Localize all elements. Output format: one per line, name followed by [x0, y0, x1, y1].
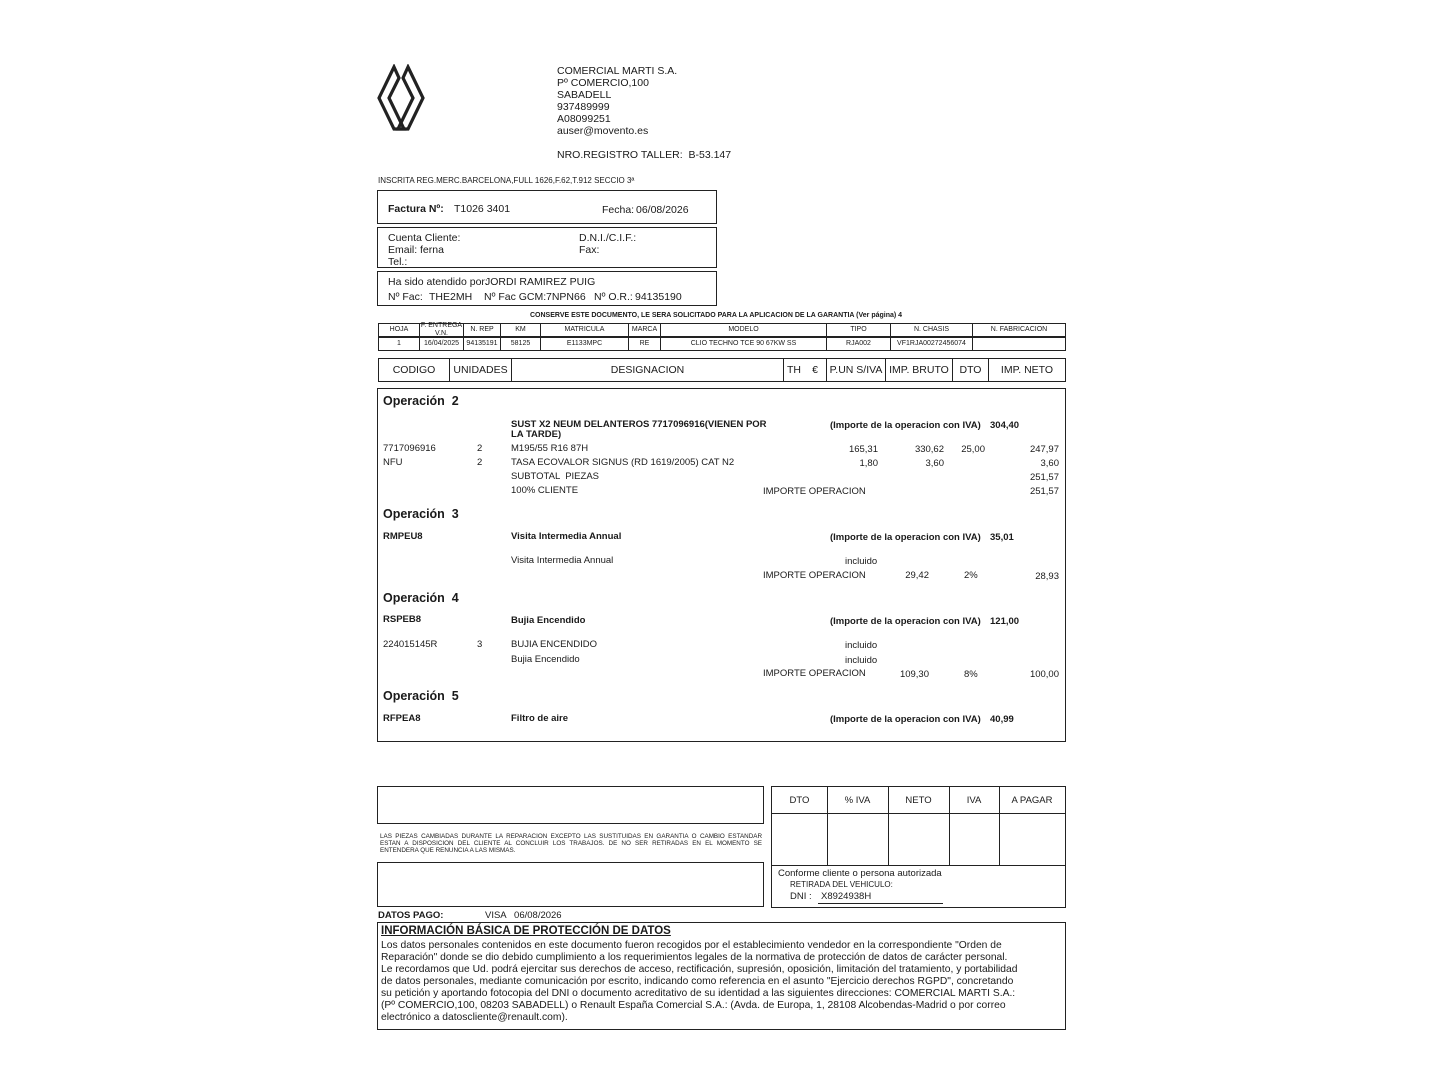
op4-title: Operación 4: [383, 591, 459, 605]
totals-iva: IVA: [966, 795, 982, 806]
op4-importe-op-label: IMPORTE OPERACION: [763, 668, 866, 679]
vv-matricula: E1133MPC: [541, 338, 629, 350]
vh-tipo: TIPO: [827, 324, 891, 336]
vh-nrep: N. REP: [464, 324, 501, 336]
vv-hoja: 1: [379, 338, 420, 350]
col-dto: DTO: [953, 359, 989, 381]
op3-importe-value: 35,01: [990, 532, 1014, 543]
vv-fabricacion: [973, 338, 1065, 350]
privacy-line-4: de datos personales, mediante comunicación por escrito, indicando como referencia en el asunto "Ejercicio derechos RGPD", concretando: [381, 976, 1014, 987]
op4-neto: 100,00: [1029, 669, 1059, 680]
vv-nrep: 94135191: [464, 338, 501, 350]
vv-marca: RE: [629, 338, 661, 350]
or-label: Nº O.R.:: [594, 291, 633, 303]
vh-marca: MARCA: [629, 324, 661, 336]
fax-label: Fax:: [579, 244, 600, 256]
gcm-value: 7NPN66: [546, 291, 586, 303]
privacy-line-7: electrónico a datoscliente@renault.com).: [381, 1012, 568, 1023]
totals-dto: DTO: [789, 795, 810, 806]
col-designacion: DESIGNACION: [512, 359, 784, 381]
vh-fabricacion: N. FABRICACION: [990, 326, 1048, 333]
registro-value: B-53.147: [688, 149, 732, 161]
op4-line-incl1: incluido: [845, 640, 878, 651]
factura-box: [377, 190, 717, 224]
retirada-label: RETIRADA DEL VEHICULO:: [790, 880, 893, 889]
privacy-text: [381, 940, 1065, 1024]
op4-line-desc2: Bujia Encendido: [511, 654, 580, 665]
vv-km: 58125: [501, 338, 541, 350]
privacy-line-5: su petición y aportando fotocopia del DNI o documento acreditativo de su identidad a las siguientes direcciones: COMERCIAL MARTI S.A.:: [381, 988, 1016, 999]
registro-label: NRO.REGISTRO TALLER:: [557, 149, 683, 161]
op3-importe-op-label: IMPORTE OPERACION: [763, 570, 866, 581]
op2-desc-2: LA TARDE): [511, 429, 562, 440]
op2-line1-code: 7717096916: [383, 443, 436, 454]
col-th: TH: [787, 364, 801, 376]
vh-modelo: MODELO: [661, 324, 827, 336]
totals-neto: NETO: [905, 795, 932, 806]
vh-hoja: HOJA: [379, 324, 420, 336]
datos-pago-label: DATOS PAGO:: [378, 910, 444, 921]
op3-line-desc: Visita Intermedia Annual: [511, 555, 614, 566]
op4-line-code: 224015145R: [383, 639, 438, 650]
nfac-value: THE2MH: [429, 291, 473, 303]
datos-pago-value: VISA 06/08/2026: [485, 910, 562, 921]
totals-a-pagar: A PAGAR: [1011, 795, 1053, 806]
attended-box: [377, 271, 717, 306]
fecha-value: 06/08/2026: [636, 204, 689, 216]
op4-importe-label: (Importe de la operacion con IVA): [830, 616, 981, 627]
privacy-line-3: Le recordamos que Ud. podrá ejercitar sus derechos de acceso, rectificación, supresión, oposición, limitación del tratamiento, y portabilidad: [381, 964, 1018, 975]
totals-box: [771, 786, 1066, 908]
op2-line2-code: NFU: [383, 457, 403, 468]
op2-line2-neto: 3,60: [1040, 458, 1059, 469]
op4-code: RSPEB8: [383, 614, 422, 625]
footer-sign-box: [377, 862, 764, 907]
op3-bruto: 29,42: [905, 570, 929, 581]
op4-dto: 8%: [964, 669, 978, 680]
op2-line2-pun: 1,80: [859, 458, 878, 469]
vehicle-value-row: [378, 337, 1066, 351]
col-unidades: UNIDADES: [450, 359, 512, 381]
op3-title: Operación 3: [383, 507, 459, 521]
privacy-line-6: (Pº COMERCIO,100, 08203 SABADELL) o Renault España Comercial S.A.: (Avda. de Europa, 1, 28108 Alcobendas-Madrid o por correo: [381, 1000, 1006, 1011]
privacy-line-2: Reparación" donde se dio debido cumplimiento a los requerimientos legales de la normativa de protección de datos de carácter personal.: [381, 952, 1008, 963]
garantia-notice: CONSERVE ESTE DOCUMENTO, LE SERA SOLICITADO PARA LA APLICACION DE LA GARANTIA (Ver página) 4: [530, 312, 903, 319]
op2-cliente-label: 100% CLIENTE: [511, 485, 579, 496]
col-neto: IMP. NETO: [1000, 364, 1054, 376]
attended-label: Ha sido atendido por:: [388, 276, 488, 288]
op2-line1-bruto: 330,62: [914, 444, 944, 455]
email-label: Email:: [388, 244, 418, 256]
op2-line2-bruto: 3,60: [925, 458, 944, 469]
company-email: auser@movento.es: [557, 125, 649, 137]
vh-matricula: MATRICULA: [541, 324, 629, 336]
factura-label: Factura Nº:: [388, 203, 444, 215]
op2-line2-units: 2: [477, 457, 483, 468]
vh-km: KM: [501, 324, 541, 336]
op3-importe-label: (Importe de la operacion con IVA): [830, 532, 981, 543]
cuenta-label: Cuenta Cliente:: [388, 232, 461, 244]
tel-label: Tel.:: [388, 256, 408, 268]
op2-importe-value: 304,40: [990, 420, 1020, 431]
conforme-label: Conforme cliente o persona autorizada: [778, 868, 942, 879]
op2-desc-1: SUST X2 NEUM DELANTEROS 7717096916(VIENEN POR: [511, 419, 767, 430]
op4-desc: Bujia Encendido: [511, 615, 586, 626]
vv-tipo: RJA002: [827, 338, 891, 350]
vv-modelo: CLIO TECHNO TCE 90 67KW SS: [661, 338, 827, 350]
lines-body: [377, 388, 1066, 742]
col-bruto: IMP. BRUTO: [886, 359, 953, 381]
op5-desc: Filtro de aire: [511, 713, 569, 724]
col-codigo: CODIGO: [379, 359, 450, 381]
company-city: SABADELL: [557, 89, 612, 101]
privacy-line-1: Los datos personales contenidos en este documento fueron recogidos por el establecimiento vendedor en la correspondiente "Orden de: [381, 940, 1002, 951]
vv-entrega: 16/04/2025: [420, 338, 464, 350]
inscrita-registro: INSCRITA REG.MERC.BARCELONA,FULL 1626,F.62,T.912 SECCIO 3ª: [378, 176, 635, 185]
factura-value: T1026 3401: [454, 203, 511, 215]
email-value: ferna: [420, 244, 444, 256]
op2-line2-desc: TASA ECOVALOR SIGNUS (RD 1619/2005) CAT N2: [511, 457, 735, 468]
dni-label: DNI :: [790, 891, 812, 902]
dni-cif-label: D.N.I./C.I.F.:: [579, 232, 637, 244]
op2-importe-label: (Importe de la operacion con IVA): [830, 420, 981, 431]
op5-importe-value: 40,99: [990, 714, 1014, 725]
privacy-title: INFORMACIÓN BÁSICA DE PROTECCIÓN DE DATOS: [381, 925, 671, 937]
client-box: [377, 227, 717, 268]
col-pun: P.UN S/IVA: [827, 359, 886, 381]
fecha-label: Fecha:: [602, 204, 635, 216]
vv-chasis: VF1RJA00272456074: [891, 338, 973, 350]
op3-line-incl: incluido: [845, 556, 878, 567]
nfac-label: Nº Fac:: [388, 291, 423, 303]
footer-notes-box: [377, 786, 764, 824]
op4-line-desc1: BUJIA ENCENDIDO: [511, 639, 598, 650]
vh-entrega: F. ENTREGA V.N.: [420, 322, 463, 337]
op2-line1-neto: 247,97: [1029, 444, 1059, 455]
piezas-notice: LAS PIEZAS CAMBIADAS DURANTE LA REPARACION EXCEPTO LAS SUSTITUIDAS EN GARANTIA O CAMBIO ESTANDAR ESTAN A DISPOSICION DEL CLIENTE AL CONCLUIR LOS TRABAJOS. DE NO SER RETIRADAS EN EL MOMENTO SE ENTENDERA QUE RENUNCIA A LAS MISMAS.: [380, 833, 762, 854]
registro-taller: [557, 149, 731, 161]
op3-desc: Visita Intermedia Annual: [511, 531, 622, 542]
op3-neto: 28,93: [1035, 571, 1059, 582]
op5-code: RFPEA8: [383, 713, 421, 724]
renault-logo: [376, 64, 426, 132]
op2-line1-desc: M195/55 R16 87H: [511, 443, 589, 454]
op5-title: Operación 5: [383, 689, 459, 703]
vehicle-header-row: [378, 323, 1066, 337]
op2-line1-dto: 25,00: [961, 444, 985, 455]
company-name: COMERCIAL MARTI S.A.: [557, 65, 678, 77]
gcm-label: Nº Fac GCM:: [484, 291, 547, 303]
op4-line-units: 3: [477, 639, 483, 650]
op2-title: Operación 2: [383, 394, 459, 408]
company-phone: 937489999: [557, 101, 610, 113]
attended-value: JORDI RAMIREZ PUIG: [485, 276, 596, 288]
company-block: [557, 65, 677, 137]
op5-importe-label: (Importe de la operacion con IVA): [830, 714, 981, 725]
op2-importe-op-label: IMPORTE OPERACION: [763, 486, 866, 497]
op3-dto: 2%: [964, 570, 978, 581]
or-value: 94135190: [635, 291, 682, 303]
op4-importe-value: 121,00: [990, 616, 1020, 627]
totals-iva-pct: % IVA: [844, 795, 871, 806]
vh-chasis: N. CHASIS: [891, 324, 973, 336]
op3-code: RMPEU8: [383, 531, 423, 542]
op4-line-incl2: incluido: [845, 655, 878, 666]
op2-importe-op-value: 251,57: [1029, 486, 1059, 497]
company-address: Pº COMERCIO,100: [557, 77, 649, 89]
col-euro: €: [804, 359, 827, 381]
lines-header-row: [378, 358, 1066, 382]
op2-line1-units: 2: [477, 443, 483, 454]
op2-line1-pun: 165,31: [848, 444, 878, 455]
op2-subtotal-value: 251,57: [1029, 472, 1059, 483]
op4-bruto: 109,30: [899, 669, 929, 680]
dni-value: X8924938H: [821, 891, 872, 902]
privacy-box: [377, 922, 1066, 1030]
company-cif: A08099251: [557, 113, 611, 125]
op2-subtotal-label: SUBTOTAL PIEZAS: [511, 471, 599, 482]
